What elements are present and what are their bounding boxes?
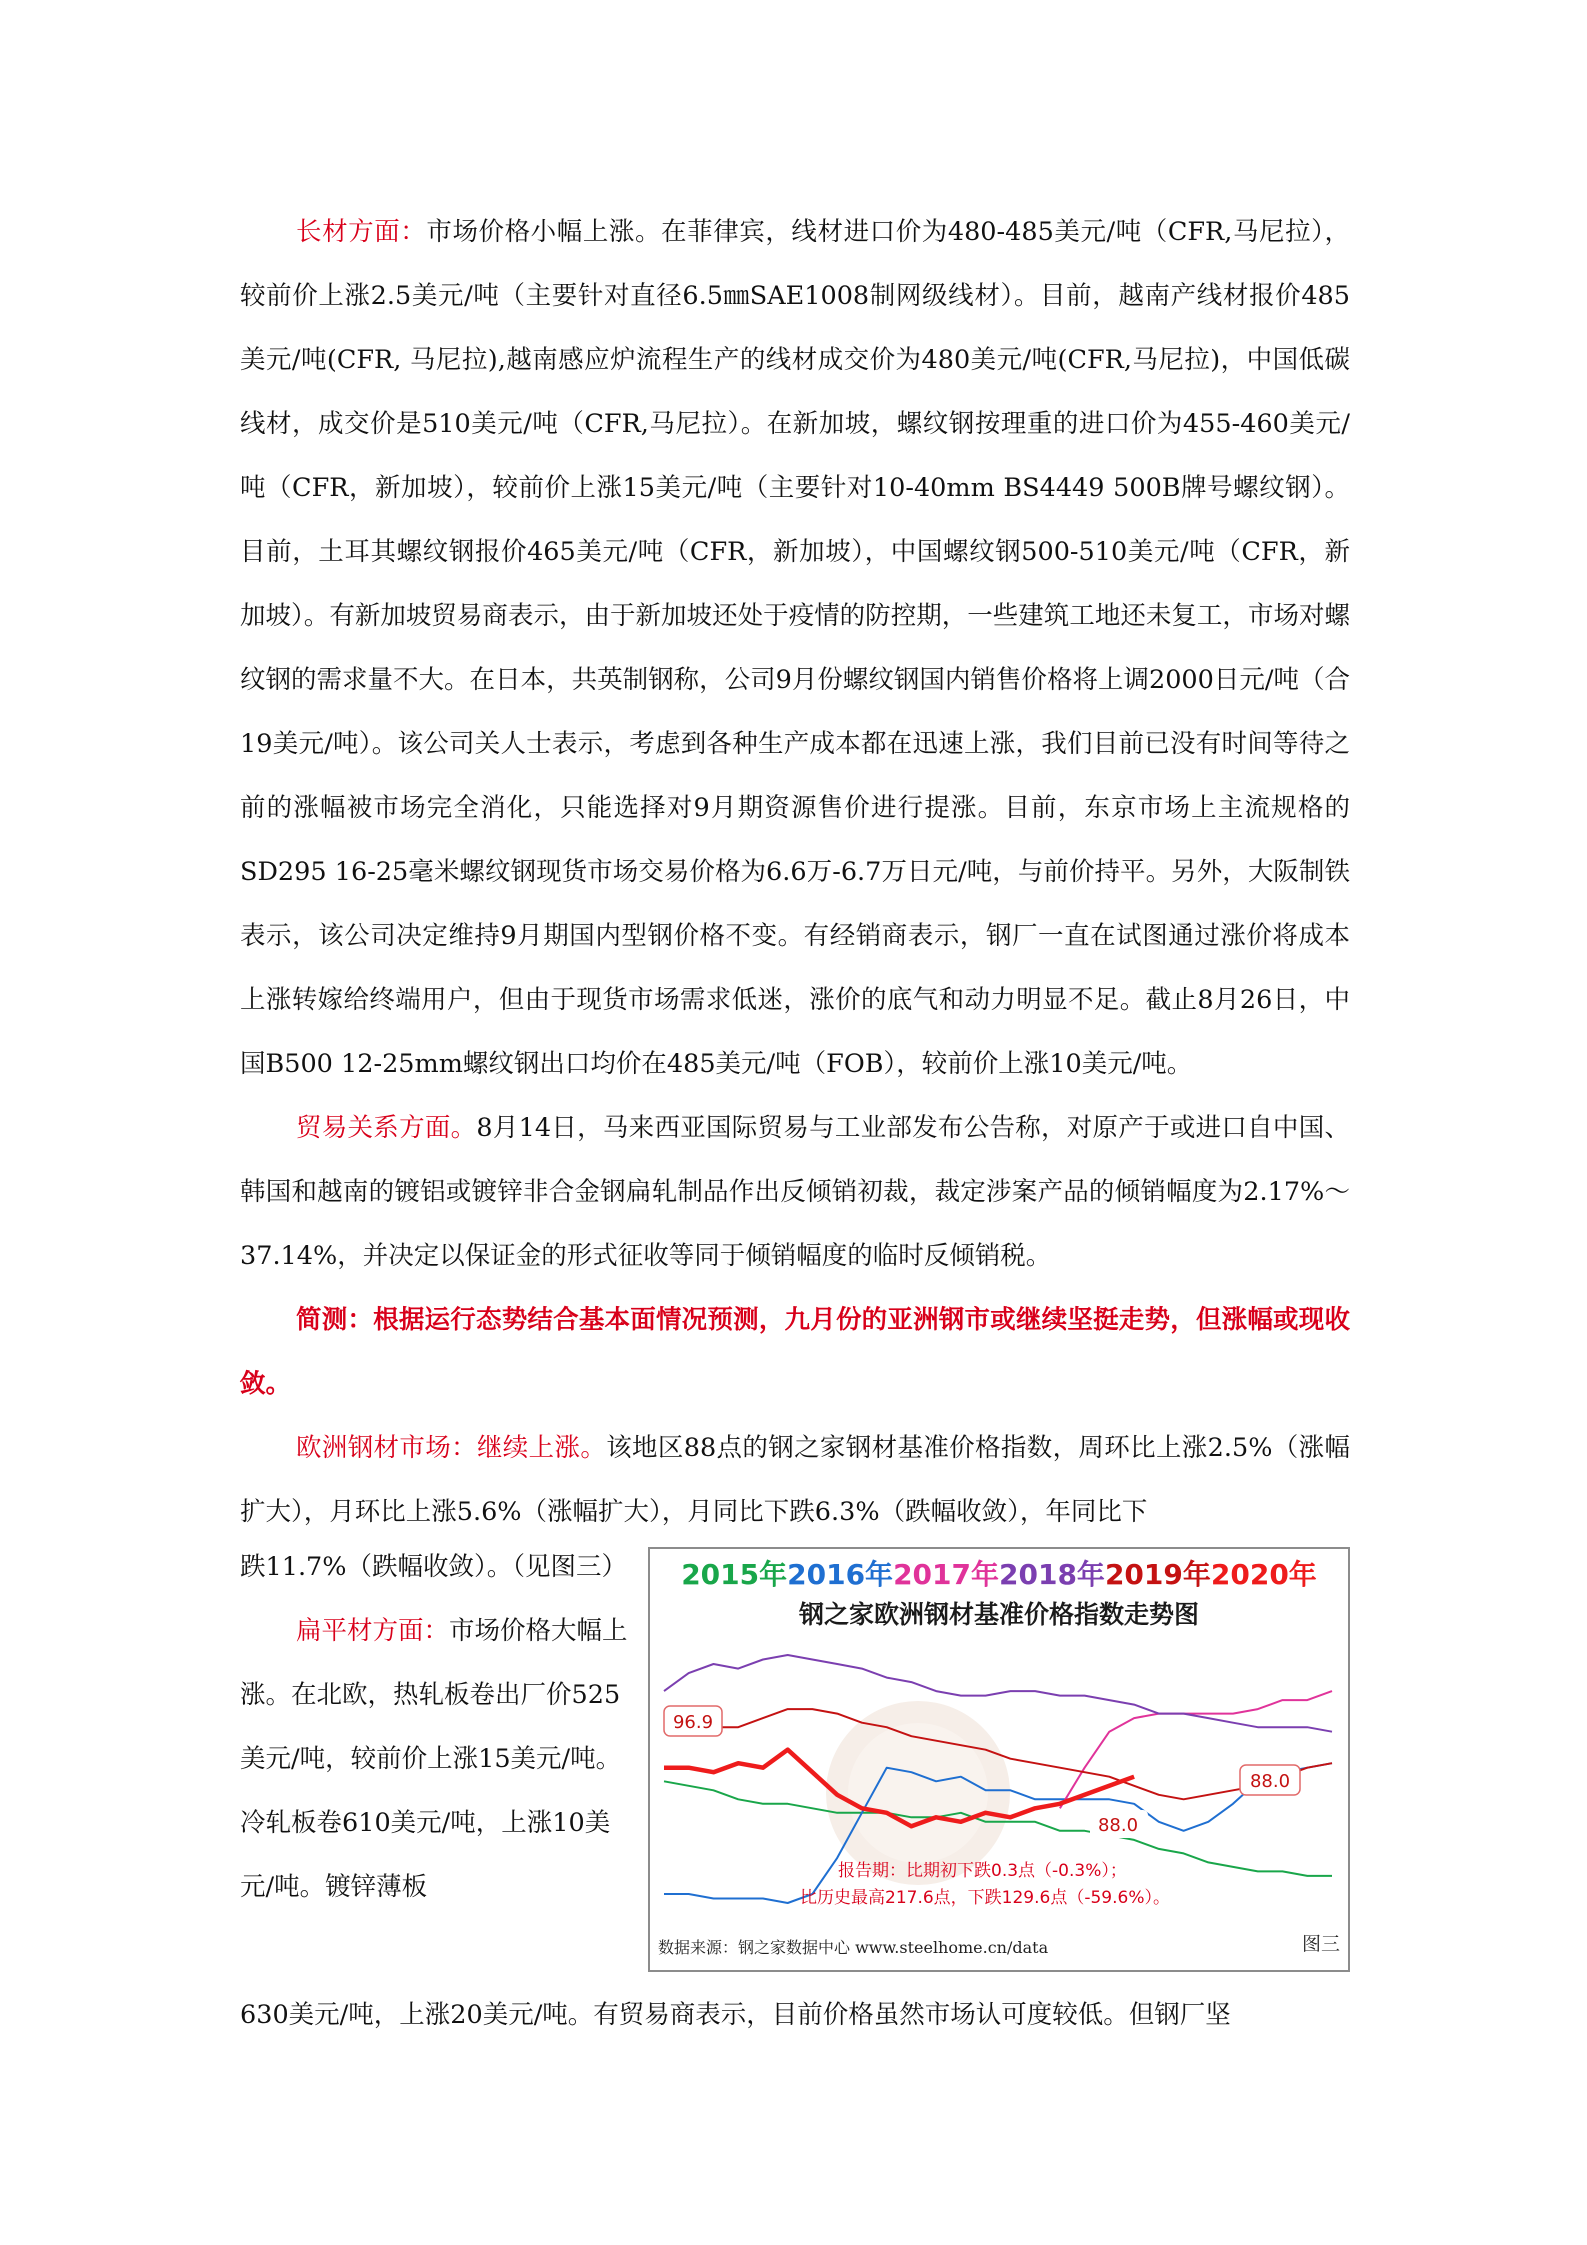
chart-year-5: 2020年 (1210, 1558, 1317, 1591)
chart-year-1: 2016年 (787, 1558, 894, 1591)
flat-body: 市场价格大幅上涨。在北欧，热轧板卷出厂价525美元/吨，较前价上涨15美元/吨。冷轧板卷610美元/吨，上涨10美元/吨。镀锌薄板 (240, 1616, 628, 1902)
chart-title: 钢之家欧洲钢材基准价格指数走势图 (798, 1600, 1200, 1629)
article-wrap-column (240, 1535, 635, 1919)
chart-canvas (650, 1549, 1348, 1970)
europe-heading: 欧洲钢材市场：继续上涨。 (296, 1433, 607, 1463)
trade-heading: 贸易关系方面。 (296, 1113, 477, 1143)
forecast-paragraph: 简测：根据运行态势结合基本面情况预测，九月份的亚洲钢市或继续坚挺走势，但涨幅或现收敛。 (240, 1305, 1350, 1399)
chart-year-0: 2015年 (681, 1558, 788, 1591)
label-96-9-text: 96.9 (672, 1712, 714, 1733)
flat-paragraph (240, 1599, 635, 1919)
label-88-mid-text: 88.0 (1097, 1815, 1139, 1836)
label-88-right-text: 88.0 (1249, 1771, 1291, 1792)
long-products-body: 市场价格小幅上涨。在菲律宾，线材进口价为480-485美元/吨（CFR,马尼拉），较前价上涨2.5美元/吨（主要针对直径6.5㎜SAE1008制网级线材）。目前，越南产线材报价485美元/吨(CFR, 马尼拉),越南感应炉流程生产的线材成交价为480美元/吨(CFR,马尼拉)，中国低碳线材，成交价是510美元/吨（CFR,马尼拉）。在新加坡，螺纹钢按理重的进口价为455-460美元/吨（CFR，新加坡），较前价上涨15美元/吨（主要针对10-40mm BS4449 500B牌号螺纹钢）。目前，土耳其螺纹钢报价465美元/吨（CFR，新加坡），中国螺纹钢500-510美元/吨（CFR，新加坡）。有新加坡贸易商表示，由于新加坡还处于疫情的防控期，一些建筑工地还未复工，市场对螺纹钢的需求量不大。在日本，共英制钢称，公司9月份螺纹钢国内销售价格将上调2000日元/吨（合19美元/吨）。该公司关人士表示，考虑到各种生产成本都在迅速上涨，我们目前已没有时间等待之前的涨幅被市场完全消化，只能选择对9月期资源售价进行提涨。目前，东京市场上主流规格的SD295 16-25毫米螺纹钢现货市场交易价格为6.6万-6.7万日元/吨，与前价持平。另外，大阪制铁表示，该公司决定维持9月期国内型钢价格不变。有经销商表示，钢厂一直在试图通过涨价将成本上涨转嫁给终端用户，但由于现货市场需求低迷，涨价的底气和动力明显不足。截止8月26日，中国B500 12-25mm螺纹钢出口均价在485美元/吨（FOB），较前价上涨10美元/吨。 (240, 217, 1350, 1079)
chart-year-2: 2017年 (893, 1558, 999, 1591)
trade-paragraph (240, 1096, 1350, 1288)
long-products-paragraph (240, 200, 1350, 1096)
chart-year-3: 2018年 (999, 1558, 1105, 1591)
article-tail (240, 1983, 1350, 2047)
chart-year-4: 2019年 (1104, 1558, 1211, 1591)
chart-source: 数据来源：钢之家数据中心 www.steelhome.cn/data (658, 1938, 1049, 1957)
flat-heading: 扁平材方面： (296, 1616, 450, 1646)
tail-line: 630美元/吨，上涨20美元/吨。有贸易商表示，目前价格虽然市场认可度较低。但钢厂坚 (240, 2000, 1231, 2030)
chart-annotation-2: 比历史最高217.6点，下跌129.6点（-59.6%）。 (800, 1888, 1170, 1908)
label-88-mid (1090, 1810, 1148, 1838)
trade-body: 8月14日，马来西亚国际贸易与工业部发布公告称，对原产于或进口自中国、韩国和越南的镀铝或镀锌非合金钢扁轧制品作出反倾销初裁，裁定涉案产品的倾销幅度为2.17%～37.14%，并决定以保证金的形式征收等同于倾销幅度的临时反倾销税。 (240, 1113, 1350, 1271)
label-96-9 (664, 1706, 722, 1736)
europe-paragraph (240, 1416, 1350, 1544)
europe-paragraph-continued: 跌11.7%（跌幅收敛）。（见图三） (240, 1552, 628, 1582)
series-line-3 (664, 1655, 1332, 1732)
watermark-logo-inner (848, 1723, 988, 1863)
chart-year-title (681, 1558, 1317, 1591)
article-top (240, 200, 1350, 1544)
europe-body: 该地区88点的钢之家钢材基准价格指数，周环比上涨2.5%（涨幅扩大），月环比上涨5.6%（涨幅扩大），月同比下跌6.3%（跌幅收敛），年同比下 (240, 1433, 1350, 1527)
europe-index-chart (648, 1547, 1350, 1972)
long-products-heading: 长材方面： (296, 217, 427, 247)
label-88-right (1240, 1765, 1300, 1795)
chart-annotation-1: 报告期：比期初下跌0.3点（-0.3%）； (838, 1861, 1127, 1881)
figure-label: 图三 (1301, 1933, 1340, 1955)
